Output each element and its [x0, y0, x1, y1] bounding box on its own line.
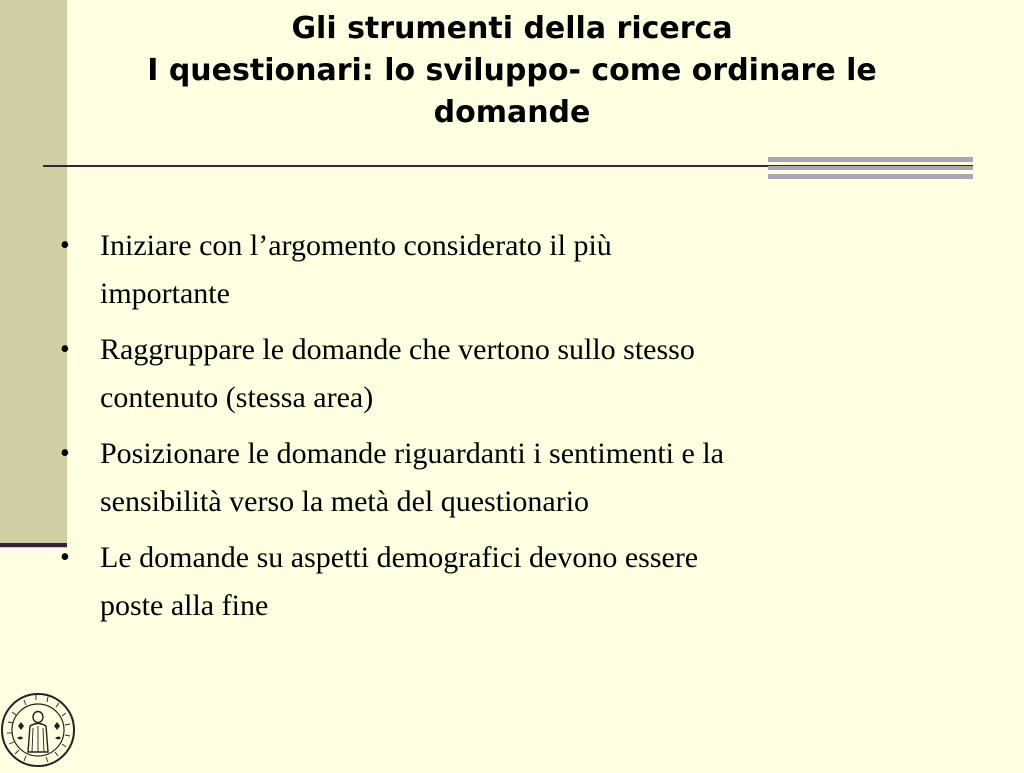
bullet-text-line: Le domande su aspetti demografici devono essere [100, 541, 699, 574]
bullet-icon: • [60, 438, 70, 469]
title-line-1: Gli strumenti della ricerca [291, 11, 733, 46]
accent-bar-top [768, 157, 973, 162]
title-line-3: domande [433, 95, 591, 130]
bullet-item [57, 222, 957, 318]
bullet-icon: • [60, 334, 70, 365]
slide-title [67, 8, 957, 134]
university-seal-icon [0, 688, 78, 768]
accent-bar-bottom [768, 174, 973, 179]
accent-bar-middle [768, 166, 973, 170]
bullet-list [57, 222, 957, 638]
bullet-item [57, 326, 957, 422]
bullet-item [57, 430, 957, 526]
bullet-icon: • [60, 230, 70, 261]
title-divider-accent [768, 157, 973, 179]
title-line-2: I questionari: lo sviluppo- come ordinare le [147, 53, 877, 88]
bullet-icon: • [60, 542, 70, 573]
bullet-text-line: Raggruppare le domande che vertono sullo stesso [100, 333, 695, 366]
bullet-text-line: contenuto (stessa area) [100, 381, 374, 414]
bullet-text-line: importante [100, 277, 230, 310]
bullet-text-line: Iniziare con l’argomento considerato il più [100, 229, 612, 262]
bullet-text-line: Posizionare le domande riguardanti i sentimenti e la [100, 437, 724, 470]
bullet-text-line: poste alla fine [100, 589, 269, 622]
bullet-item [57, 534, 957, 630]
bullet-text-line: sensibilità verso la metà del questionario [100, 485, 590, 518]
